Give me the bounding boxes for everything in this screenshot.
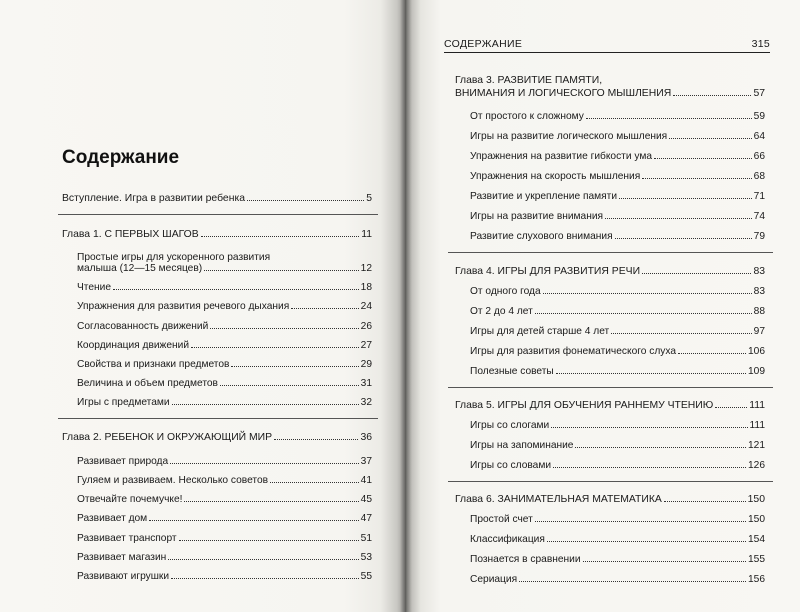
toc-entry[interactable]: Развивают игрушки 55 [77, 571, 372, 582]
toc-entry[interactable]: Координация движений 27 [77, 340, 372, 351]
toc-entry[interactable]: Сериация 156 [470, 574, 765, 585]
dot-leader [201, 236, 360, 237]
toc-entry[interactable]: От 2 до 4 лет 88 [470, 306, 765, 317]
toc-entry[interactable]: Простой счет 150 [470, 514, 765, 525]
dot-leader [678, 353, 746, 354]
toc-entry-chapter-3[interactable]: ВНИМАНИЯ И ЛОГИЧЕСКОГО МЫШЛЕНИЯ 57 [455, 88, 765, 99]
dot-leader [673, 95, 751, 96]
book-gutter [400, 0, 412, 612]
toc-entry-chapter-2[interactable]: Глава 2. РЕБЕНОК И ОКРУЖАЮЩИЙ МИР 36 [62, 432, 372, 443]
dot-leader [172, 404, 359, 405]
toc-entry-line1: Глава 3. РАЗВИТИЕ ПАМЯТИ, [455, 75, 603, 86]
dot-leader [220, 385, 359, 386]
toc-entry[interactable]: Игры на запоминание 121 [470, 440, 765, 451]
dot-leader [535, 521, 746, 522]
toc-entry-chapter-1[interactable]: Глава 1. С ПЕРВЫХ ШАГОВ 11 [62, 229, 372, 240]
dot-leader [171, 578, 359, 579]
dot-leader [583, 561, 746, 562]
toc-entry[interactable]: Развивает природа 37 [77, 456, 372, 467]
toc-entry[interactable]: Игры с предметами 32 [77, 397, 372, 408]
dot-leader [179, 540, 359, 541]
toc-entry[interactable]: Игры на развитие внимания 74 [470, 211, 765, 222]
section-divider [58, 418, 378, 419]
dot-leader [654, 158, 752, 159]
dot-leader [149, 520, 358, 521]
toc-entry[interactable]: Игры для детей старше 4 лет 97 [470, 326, 765, 337]
toc-entry[interactable]: Развитие и укрепление памяти 71 [470, 191, 765, 202]
toc-entry-chapter-6[interactable]: Глава 6. ЗАНИМАТЕЛЬНАЯ МАТЕМАТИКА 150 [455, 494, 765, 505]
page-number: 315 [751, 38, 770, 50]
toc-entry[interactable]: Игры для развития фонематического слуха 106 [470, 346, 765, 357]
dot-leader [519, 581, 746, 582]
dot-leader [543, 293, 752, 294]
toc-entry[interactable]: Игры со слогами 111 [470, 420, 765, 431]
dot-leader [715, 407, 747, 408]
dot-leader [535, 313, 752, 314]
toc-entry[interactable]: Познается в сравнении 155 [470, 554, 765, 565]
dot-leader [547, 541, 746, 542]
dot-leader [619, 198, 752, 199]
dot-leader [204, 270, 359, 271]
dot-leader [586, 118, 752, 119]
toc-entry-line1: Простые игры для ускоренного развития [77, 252, 271, 263]
dot-leader [556, 373, 746, 374]
toc-entry[interactable]: От простого к сложному 59 [470, 111, 765, 122]
section-divider [58, 214, 378, 215]
toc-entry[interactable]: Величина и объем предметов 31 [77, 378, 372, 389]
dot-leader [575, 447, 746, 448]
dot-leader [615, 238, 752, 239]
dot-leader [291, 308, 358, 309]
header-rule [444, 52, 770, 53]
running-header-title: СОДЕРЖАНИЕ [444, 38, 523, 50]
toc-entry[interactable]: Развивает транспорт 51 [77, 533, 372, 544]
dot-leader [642, 178, 751, 179]
dot-leader [553, 467, 746, 468]
dot-leader [551, 427, 747, 428]
toc-title: Содержание [62, 147, 180, 168]
toc-entry-intro[interactable]: Вступление. Игра в развитии ребенка 5 [62, 193, 372, 204]
toc-entry[interactable]: Гуляем и развиваем. Несколько советов 41 [77, 475, 372, 486]
toc-entry[interactable]: Упражнения на скорость мышления 68 [470, 171, 765, 182]
toc-entry-chapter-4[interactable]: Глава 4. ИГРЫ ДЛЯ РАЗВИТИЯ РЕЧИ 83 [455, 266, 765, 277]
dot-leader [270, 482, 359, 483]
dot-leader [210, 328, 358, 329]
dot-leader [274, 439, 358, 440]
dot-leader [231, 366, 358, 367]
dot-leader [605, 218, 752, 219]
toc-entry[interactable]: Классификация 154 [470, 534, 765, 545]
toc-entry[interactable]: Игры на развитие логического мышления 64 [470, 131, 765, 142]
toc-entry[interactable]: Чтение 18 [77, 282, 372, 293]
dot-leader [184, 501, 358, 502]
dot-leader [168, 559, 358, 560]
dot-leader [170, 463, 358, 464]
toc-entry[interactable]: Игры со словами 126 [470, 460, 765, 471]
section-divider [448, 387, 773, 388]
toc-entry[interactable]: Упражнения для развития речевого дыхания 24 [77, 301, 372, 312]
toc-entry[interactable]: От одного года 83 [470, 286, 765, 297]
running-header [444, 38, 770, 50]
dot-leader [191, 347, 359, 348]
toc-entry[interactable]: Развивает магазин 53 [77, 552, 372, 563]
section-divider [448, 252, 773, 253]
toc-entry[interactable]: Упражнения на развитие гибкости ума 66 [470, 151, 765, 162]
toc-entry[interactable]: Развитие слухового внимания 79 [470, 231, 765, 242]
toc-entry[interactable]: Развивает дом 47 [77, 513, 372, 524]
dot-leader [669, 138, 751, 139]
dot-leader [642, 273, 751, 274]
toc-entry[interactable]: малыша (12—15 месяцев) 12 [77, 263, 372, 274]
toc-entry[interactable]: Отвечайте почемучке! 45 [77, 494, 372, 505]
toc-entry-chapter-5[interactable]: Глава 5. ИГРЫ ДЛЯ ОБУЧЕНИЯ РАННЕМУ ЧТЕНИЮ 111 [455, 400, 765, 411]
toc-entry[interactable]: Согласованность движений 26 [77, 321, 372, 332]
toc-entry[interactable]: Свойства и признаки предметов 29 [77, 359, 372, 370]
dot-leader [611, 333, 751, 334]
dot-leader [664, 501, 746, 502]
toc-entry[interactable]: Полезные советы 109 [470, 366, 765, 377]
dot-leader [113, 289, 359, 290]
section-divider [448, 481, 773, 482]
dot-leader [247, 200, 364, 201]
